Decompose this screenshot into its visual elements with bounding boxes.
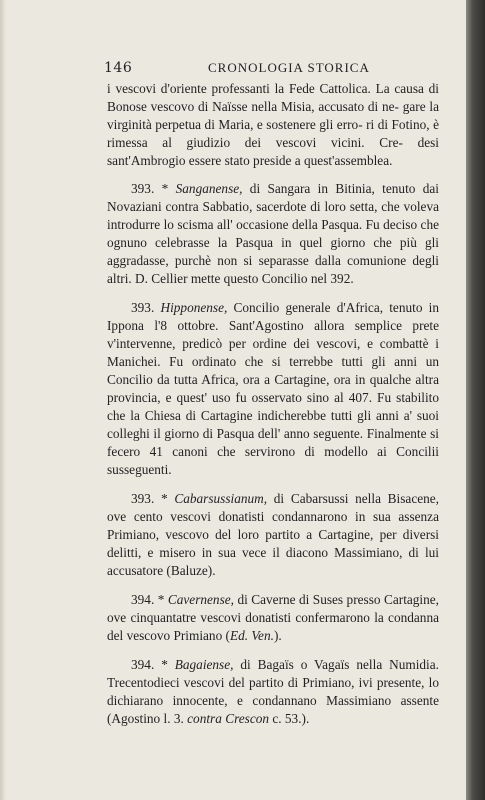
entry-text-tail: c. 53.). xyxy=(269,711,310,726)
entry-year: 393. xyxy=(131,181,155,196)
running-title: CRONOLOGIA STORICA xyxy=(208,60,370,75)
entry-star: * xyxy=(160,491,168,506)
paragraph-continuation xyxy=(107,80,439,170)
page-header xyxy=(104,60,404,80)
entry-star: * xyxy=(157,592,165,607)
text-line: i vescovi d'oriente professanti la Fede Cattolica. La causa xyxy=(107,81,424,96)
council-name: Cavernense, xyxy=(167,592,234,607)
entry-reference: Ed. Ven. xyxy=(229,628,274,643)
council-name: Cabarsussianum, xyxy=(174,491,268,506)
entry-year: 393. xyxy=(131,300,155,315)
council-name: Hipponense, xyxy=(160,300,228,315)
entry-year: 393. xyxy=(131,491,155,506)
entry-year: 394. xyxy=(131,592,155,607)
entry-text-tail: ). xyxy=(273,628,282,643)
book-gutter xyxy=(466,0,485,800)
council-entry-cabarsussianum xyxy=(107,490,439,580)
entry-star: * xyxy=(161,657,168,672)
text-line: desi sant'Ambrogio essere stato preside a quest'assemblea. xyxy=(107,135,439,168)
entry-text: di Sangara in Bitinia, tenuto dai Novaziani contra Sabbatio, sacerdote di loro setta, che voleva introdurre lo scisma all' occasione della Pasqua. Fu deciso che ognuno celebrasse la Pasqua in quel giorno che più gli aggradasse, purchè non si separasse dalla comunione degli altri. D. Cellier mette questo Concilio nel 392. xyxy=(107,181,439,286)
council-entry-bagaiense xyxy=(107,656,439,728)
council-name: Sanganense, xyxy=(175,181,243,196)
council-entry-sanganense xyxy=(107,180,439,288)
entry-text: di Caverne di Suses presso Cartagine, ove cinquantatre vescovi donatisti confermarono la condanna del vescovo Primiano ( xyxy=(107,592,440,643)
entry-text: di Cabarsussi nella Bisacene, ove cento vescovi donatisti condannarono in sua assenza Primiano, vescovo del loro partito a Cartagine, per diversi delitti, e misero in sua vece il diacono Massimiano, di lui accusatore (Baluze). xyxy=(107,491,439,578)
entry-star: * xyxy=(161,181,169,196)
entry-text: Concilio generale d'Africa, tenuto in Ippona l'8 ottobre. Sant'Agostino allora semplice prete v'intervenne, predicò per ordine dei vescovi, e combattè i Manichei. Fu ordinato che si terrebbe tutti gli anni un Concilio da tutta Africa, ora a Cartagine, ora in qualche altra provincia, e quest' uso fu osservato sino al 407. Fu stabilito che la Chiesa di Cartagine indicherebbe tutti gli anni a' suoi colleghi il giorno di Pasqua dell' anno seguente. Finalmente si fecero 41 canoni che servirono di modello ai Concilii susseguenti. xyxy=(107,300,440,477)
entry-year: 394. xyxy=(131,657,155,672)
entry-reference: contra Crescon xyxy=(187,711,270,726)
page-number: 146 xyxy=(104,60,133,76)
council-entry-cavernense xyxy=(107,591,439,645)
text-line: di Bonose vescovo di Naïsse nella Misia, accusato di ne- xyxy=(107,81,439,114)
council-name: Bagaiense, xyxy=(174,657,234,672)
text-line: gare la virginità perpetua di Maria, e sostenere gli erro- xyxy=(107,99,439,132)
page-edge xyxy=(0,0,6,800)
entry-text: di Bagaïs o Vagaïs nella Numidia. Trecentodieci vescovi del partito di Primiano, ivi presente, lo dichiarano innocente, e condannano Massimiano assente (Agostino l. 3. xyxy=(107,657,439,726)
council-entry-hipponense xyxy=(107,299,439,479)
body-text xyxy=(107,80,439,728)
text-line: ri di Fotino, è rimessa al giudizio dei vescovi vicini. Cre- xyxy=(107,117,439,150)
